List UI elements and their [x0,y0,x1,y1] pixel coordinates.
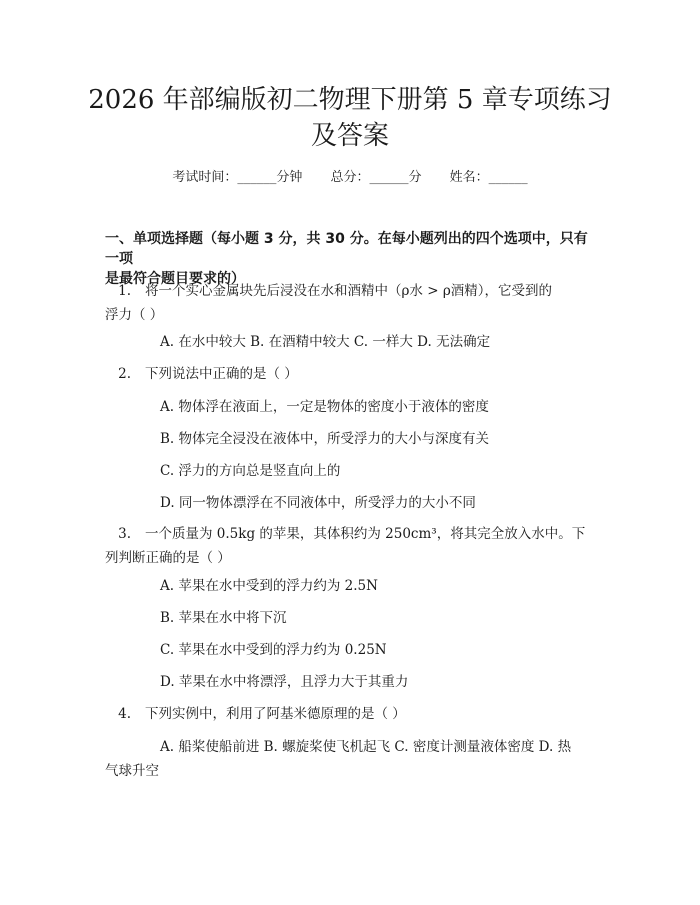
option-a: A. 苹果在水中受到的浮力约为 2.5N [160,578,378,594]
option-c: C. 苹果在水中受到的浮力约为 0.25N [160,642,387,658]
section-heading-line-1: 一、单项选择题（每小题 3 分，共 30 分。在每小题列出的四个选项中，只有一项 [105,231,588,267]
question-number: 4. [118,706,131,722]
document-title [80,82,620,154]
question-2 [105,362,597,386]
question-stem: 下列实例中，利用了阿基米德原理的是（ ） [145,706,406,722]
question-3 [105,522,597,570]
question-stem: 一个质量为 0.5kg 的苹果，其体积约为 250cm³，将其完全放入水中。下 [145,526,586,542]
title-line-2: 及答案 [310,121,389,151]
option-c: C. 浮力的方向总是竖直向上的 [160,463,341,479]
option-d: D. 苹果在水中将漂浮，且浮力大于其重力 [160,674,409,690]
exam-time-label: 考试时间：______分钟 [172,170,303,185]
question-stem: 下列说法中正确的是（ ） [145,366,298,382]
question-stem-continued: 列判断正确的是（ ） [105,550,231,566]
title-line-1: 2026 年部编版初二物理下册第 5 章专项练习 [88,85,612,115]
question-4-options-line-2: 气球升空 [105,763,159,779]
total-score-label: 总分：______分 [330,170,422,185]
option-b: B. 物体完全浸没在液体中，所受浮力的大小与深度有关 [160,431,490,447]
question-stem-continued: 浮力（ ） [105,307,164,323]
question-number: 2. [118,366,131,382]
student-name-label: 姓名：______ [449,170,528,185]
question-4-options-line-1: A. 船桨使船前进 B. 螺旋桨使飞机起飞 C. 密度计测量液体密度 D. 热 [160,739,572,755]
question-stem: 将一个实心金属块先后浸没在水和酒精中（ρ水 > ρ酒精），它受到的 [145,283,553,299]
option-a: A. 物体浮在液面上，一定是物体的密度小于液体的密度 [160,399,489,415]
option-d: D. 同一物体漂浮在不同液体中，所受浮力的大小不同 [160,495,476,511]
exam-meta [0,168,700,188]
question-4 [105,702,597,726]
question-number: 1. [118,283,131,299]
question-4-options [105,735,597,783]
option-b: B. 苹果在水中将下沉 [160,610,287,626]
question-number: 3. [118,526,131,542]
question-1 [105,279,597,327]
section-heading-line-2: 是最符合题目要求的） [105,271,245,287]
question-1-options: A. 在水中较大 B. 在酒精中较大 C. 一样大 D. 无法确定 [160,334,491,350]
